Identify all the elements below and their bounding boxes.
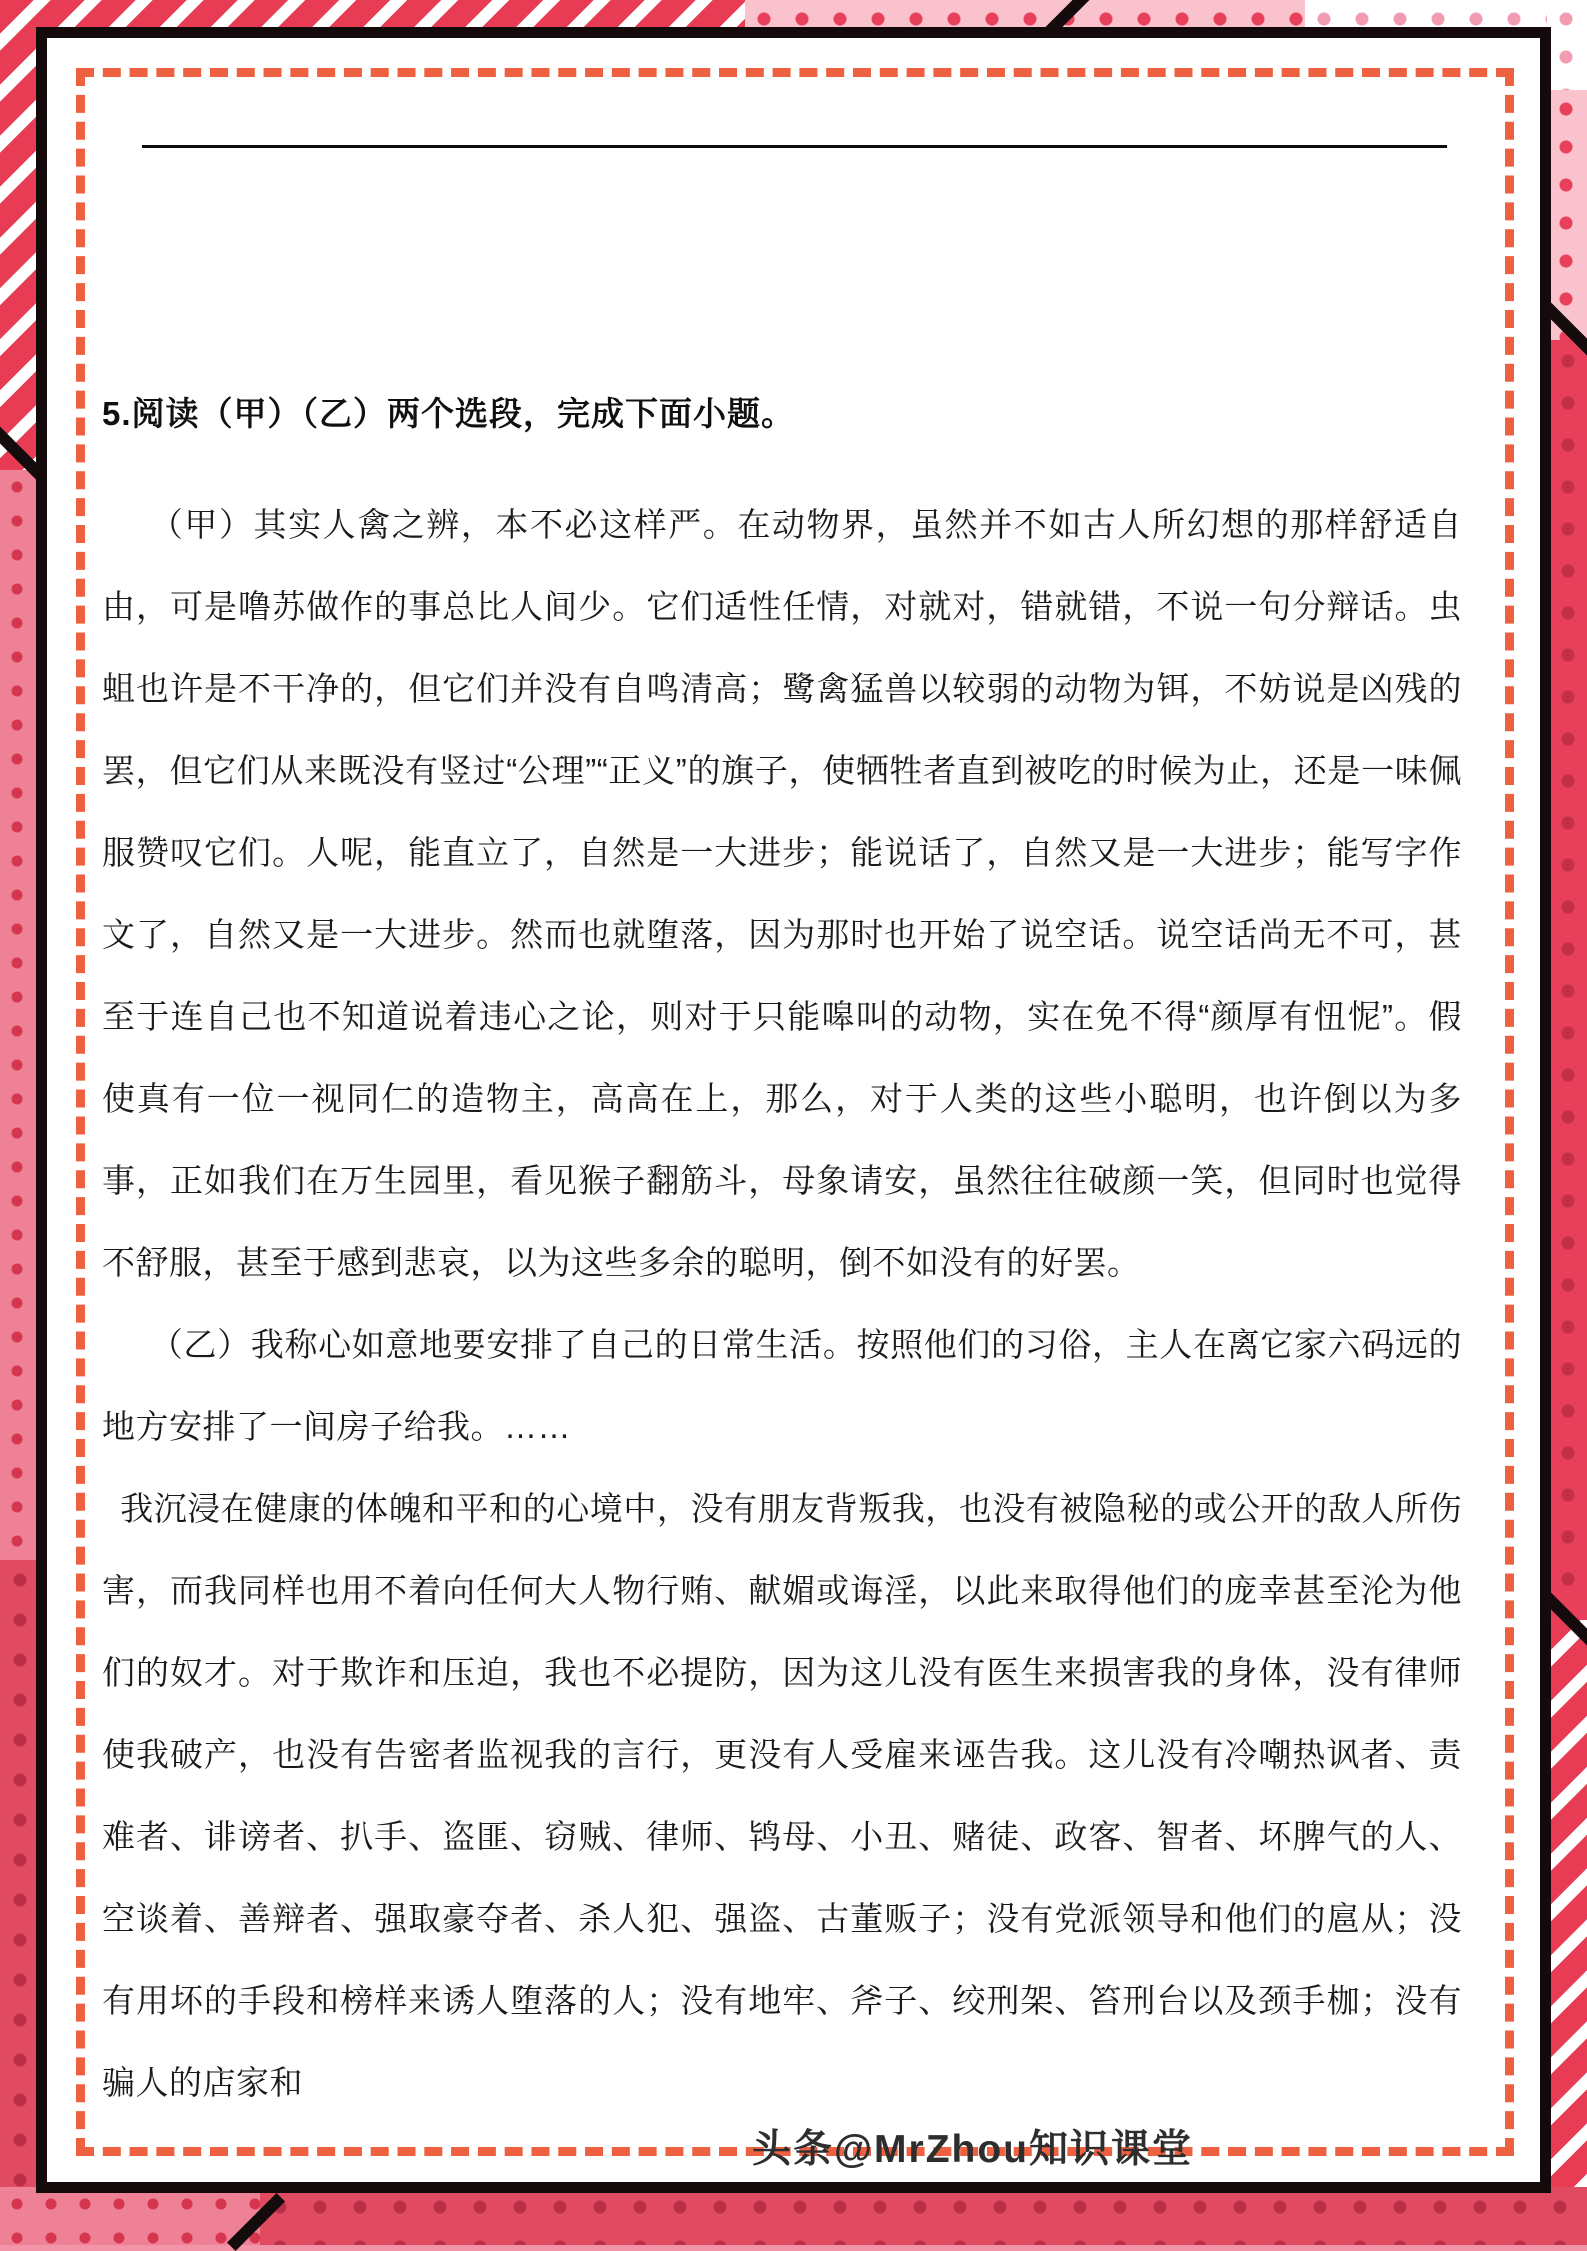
decor-right-solid-red — [1547, 340, 1587, 1620]
decor-top-red-dots — [745, 0, 1305, 30]
decor-left-rose-dots — [0, 470, 40, 1560]
watermark: 头条@MrZhou知识课堂 — [752, 2128, 1193, 2171]
decor-top-pink-dots — [1305, 0, 1587, 30]
paper-sheet — [36, 27, 1551, 2193]
decor-right-reddot-field — [1547, 90, 1587, 340]
question-title: 5.阅读（甲）（乙）两个选段，完成下面小题。 — [102, 395, 796, 432]
worksheet-content — [102, 390, 1462, 2124]
passage-yi: （乙）我称心如意地要安排了自己的日常生活。按照他们的习俗，主人在离它家六码远的地方安排了一间房子给我。…… — [102, 1326, 1462, 1445]
passage-yi-continued: 我沉浸在健康的体魄和平和的心境中，没有朋友背叛我，也没有被隐秘的或公开的敌人所伤害，而我同样也用不着向任何大人物行贿、献媚或诲淫，以此来取得他们的庞幸甚至沦为他们的奴才。对于欺诈和压迫，我也不必提防，因为这儿没有医生来损害我的身体，没有律师使我破产，也没有告密者监视我的言行，更没有人受雇来诬告我。这儿没有冷嘲热讽者、责难者、诽谤者、扒手、盗匪、窃贼、律师、鸨母、小丑、赌徒、政客、智者、坏脾气的人、空谈着、善辩者、强取豪夺者、杀人犯、强盗、古董贩子；没有党派领导和他们的扈从；没有用坏的手段和榜样来诱人堕落的人；没有地牢、斧子、绞刑架、笞刑台以及颈手枷；没有骗人的店家和 — [102, 1490, 1462, 2101]
decor-bottom-red-dots — [260, 2187, 1587, 2245]
decor-left-red-dots — [0, 1560, 40, 2245]
passage-jia: （甲）其实人禽之辨，本不必这样严。在动物界，虽然并不如古人所幻想的那样舒适自由，可是噜苏做作的事总比人间少。它们适性任情，对就对，错就错，不说一句分辩话。虫蛆也许是不干净的，但它们并没有自鸣清高；鹭禽猛兽以较弱的动物为铒，不妨说是凶残的罢，但它们从来既没有竖过“公理”“正义”的旗子，使牺牲者直到被吃的时候为止，还是一味佩服赞叹它们。人呢，能直立了，自然是一大进步；能说话了，自然又是一大进步；能写字作文了，自然又是一大进步。然而也就堕落，因为那时也开始了说空话。说空话尚无不可，甚至于连自己也不知道说着违心之论，则对于只能嗥叫的动物，实在免不得“颜厚有忸怩”。假使真有一位一视同仁的造物主，高高在上，那么，对于人类的这些小聪明，也许倒以为多事，正如我们在万生园里，看见猴子翻筋斗，母象请安，虽然往往破颜一笑，但同时也觉得不舒服，甚至于感到悲哀，以为这些多余的聪明，倒不如没有的好罢。 — [102, 506, 1462, 1281]
header-rule — [142, 145, 1447, 148]
decor-bottom-rose-dots — [0, 2187, 260, 2245]
decor-top-stripes — [0, 0, 745, 30]
decor-right-pink-dots — [1547, 0, 1587, 90]
decor-right-stripes — [1547, 1620, 1587, 2245]
decor-left-stripes — [0, 0, 40, 470]
